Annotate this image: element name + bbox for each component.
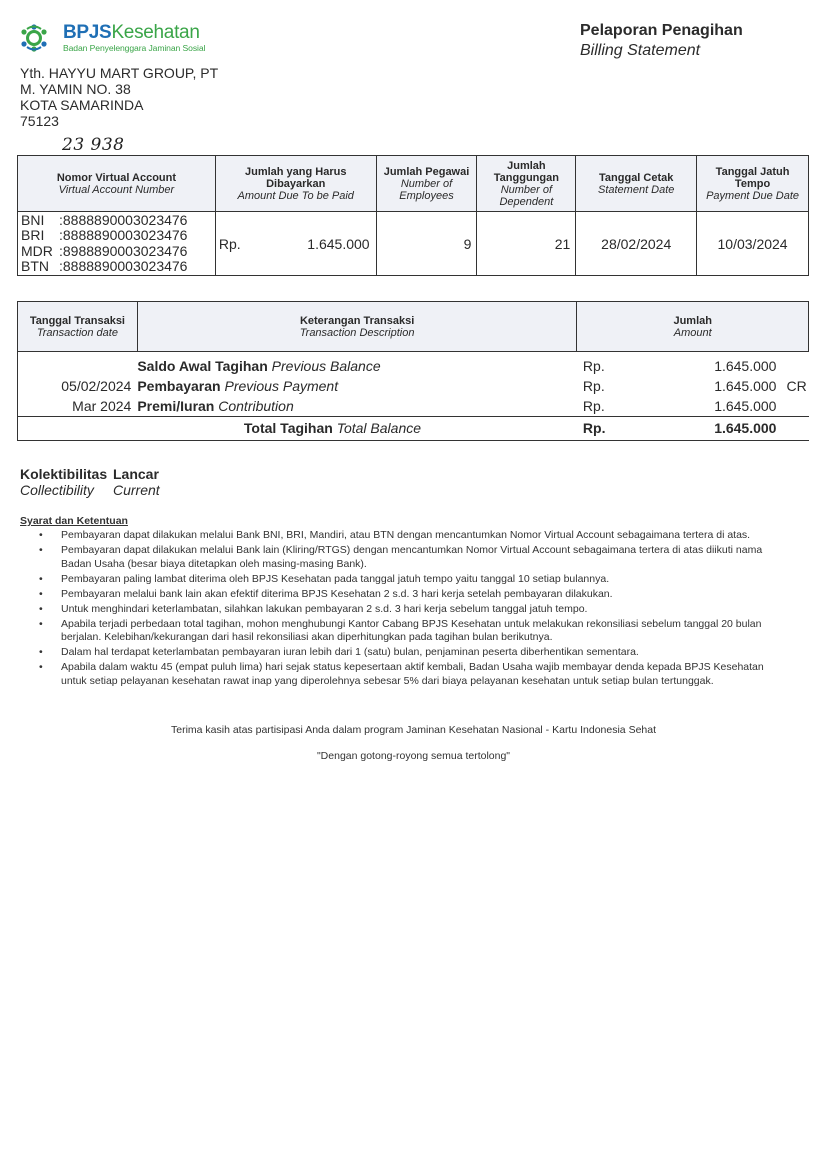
title-en: Billing Statement [580,42,701,59]
motto: "Dengan gotong-royong semua tertolong" [316,750,511,762]
header-virtual-account: Nomor Virtual Account Virtual Account Number [18,156,216,212]
term-item: • Pembayaran melalui bank lain akan efektif diterima BPJS Kesehatan 2 s.d. 3 hari kerja setelah pembayaran dilakukan. [20,588,780,602]
terms-list [20,529,780,688]
header-due-date: Tanggal Jatuh Tempo Payment Due Date [697,156,809,212]
term-item: • Pembayaran dapat dilakukan melalui Bank lain (Kliring/RTGS) dengan mencantumkan Nomor Virtual Account sebagaimana tertera di atas diikuti nama Badan Usaha (besar biaya ditetapkan oleh masing-masing Bank). [20,544,780,571]
total-row [18,416,809,440]
recipient-name: Yth. HAYYU MART GROUP, PT [20,65,219,81]
term-item: • Dalam hal terdapat keterlambatan pembayaran iuran lebih dari 1 (satu) bulan, penjaminan peserta diberhentikan sementara. [20,646,780,660]
recipient-street: M. YAMIN NO. 38 [20,81,131,97]
table-row: Saldo Awal Tagihan Previous Balance Rp. 1.645.000 [18,356,809,376]
table-row: 05/02/2024 Pembayaran Previous Payment Rp. 1.645.000 CR [18,376,809,396]
employee-count: 9 [376,212,477,276]
thank-you-note: Terima kasih atas partisipasi Anda dalam program Jaminan Kesehatan Nasional - Kartu Indonesia Sehat [170,724,657,736]
header-transaction-description: Keterangan Transaksi Transaction Description [137,302,577,352]
term-item: • Apabila dalam waktu 45 (empat puluh lima) hari sejak status kepesertaan aktif kembali, Badan Usaha wajib membayar denda kepada BPJS Kesehatan untuk setiap pelayanan kesehatan rawat inap yang diperolehnya sebesar 5% dari biaya pelayanan kesehatan untuk setiap bulan tertunggak. [20,661,780,688]
collectibility-value-en: Current [113,482,160,498]
term-item: • Pembayaran dapat dilakukan melalui Bank BNI, BRI, Mandiri, atau BTN dengan mencantumkan Nomor Virtual Account sebagaimana tertera di atas. [20,529,780,543]
collectibility-status [20,466,160,498]
document-title [580,22,743,60]
recipient-city: KOTA SAMARINDA [20,97,144,113]
header-employees: Jumlah Pegawai Number of Employees [376,156,477,212]
table-header-row [18,302,809,352]
header-dependents: Jumlah Tanggungan Number of Dependent [477,156,576,212]
title-id: Pelaporan Penagihan [580,22,743,39]
table-header-row [18,156,809,212]
recipient-postal-code: 75123 [20,113,59,129]
term-item: • Untuk menghindari keterlambatan, silahkan lakukan pembayaran 2 s.d. 3 hari kerja sebelum tanggal jatuh tempo. [20,603,780,617]
header-statement-date: Tanggal Cetak Statement Date [576,156,697,212]
total-label: Total Tagihan Total Balance [18,416,577,440]
bpjs-logo [19,22,229,54]
va-item-btn: BTN :8888890003023476 [21,258,188,274]
table-row [18,212,809,276]
va-item-bri: BRI :8888890003023476 [21,227,188,243]
terms-title: Syarat dan Ketentuan [20,515,128,527]
collectibility-label-en: Collectibility [20,482,94,498]
va-item-bni: BNI :8888890003023476 [21,211,188,228]
virtual-account-list [18,212,216,276]
dependent-count: 21 [477,212,576,276]
logo-brand-secondary: Kesehatan [111,22,200,44]
amount-due: Rp. 1.645.000 [215,212,376,276]
header-amount-due: Jumlah yang Harus Dibayarkan Amount Due To be Paid [215,156,376,212]
total-currency: Rp. [577,416,667,440]
statement-date: 28/02/2024 [576,212,697,276]
logo-brand-primary: BPJS [63,22,112,44]
collectibility-label: Kolektibilitas [20,466,108,482]
logo-subtitle: Badan Penyelenggara Jaminan Sosial [63,43,206,54]
term-item: • Pembayaran paling lambat diterima oleh BPJS Kesehatan pada tanggal jatuh tempo yaitu tanggal 10 setiap bulannya. [20,573,780,587]
term-item: • Apabila terjadi perbedaan total tagihan, mohon menghubungi Kantor Cabang BPJS Kesehatan untuk melakukan rekonsiliasi sebelum tanggal 20 bulan berjalan. Kelebihan/kekurangan dari hasil rekonsiliasi akan diperhitungkan pada tagihan bulan berikutnya. [20,618,780,645]
collectibility-value: Lancar [113,466,159,482]
va-item-mandiri: MDR :8988890003023476 [21,242,188,259]
due-date: 10/03/2024 [697,212,809,276]
recipient-address [20,65,218,129]
total-amount: 1.645.000 [667,416,777,440]
transaction-table [17,301,809,441]
account-summary-table [17,155,809,276]
header-amount: Jumlah Amount [577,302,809,352]
table-row: Mar 2024 Premi/Iuran Contribution Rp. 1.645.000 [18,396,809,417]
credit-flag: CR [786,377,807,394]
header-transaction-date: Tanggal Transaksi Transaction date [18,302,138,352]
bpjs-emblem-icon [19,23,49,53]
handwritten-note: 23 938 [62,135,125,155]
terms-and-conditions [20,515,780,690]
